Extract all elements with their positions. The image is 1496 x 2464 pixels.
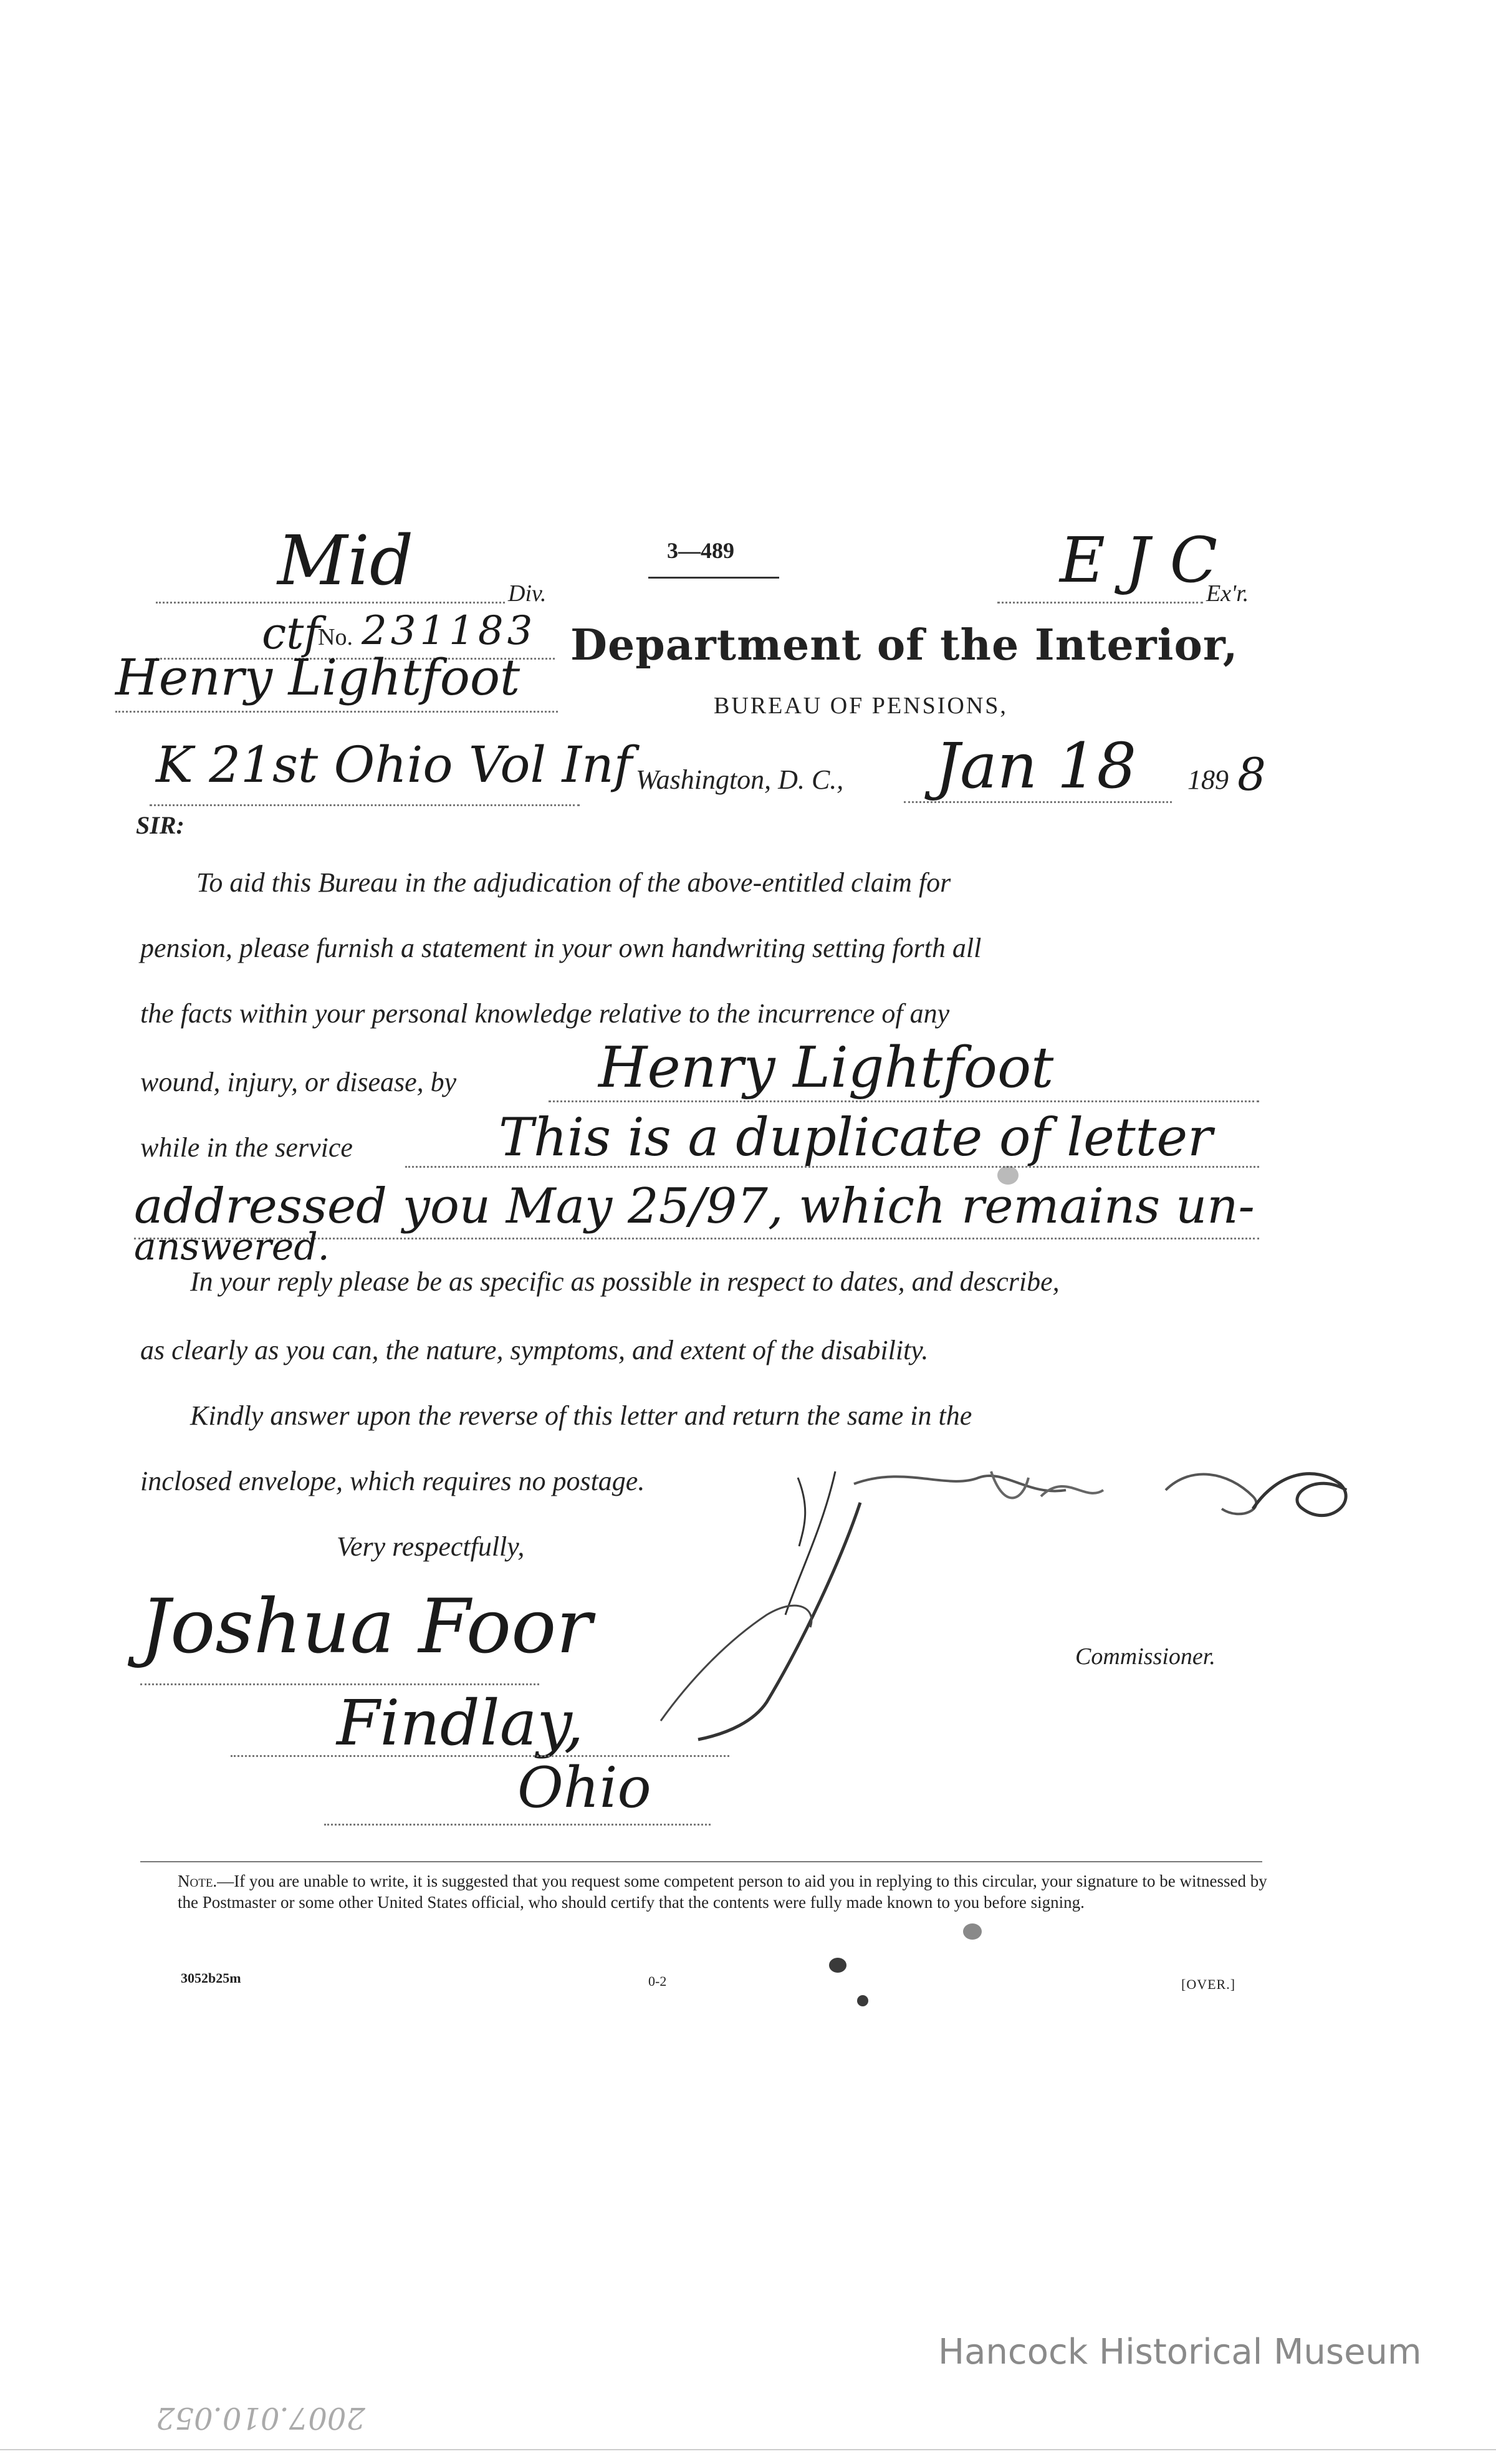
note-label: Note. xyxy=(178,1872,218,1890)
museum-watermark: Hancock Historical Museum xyxy=(938,2332,1422,2372)
bureau-subtitle: BUREAU OF PENSIONS, xyxy=(714,693,1008,719)
addressee-state: Ohio xyxy=(517,1755,651,1821)
body-p1-line3: the facts within your personal knowledge relative to the incurrence of any xyxy=(140,998,950,1029)
addressee-city-dots xyxy=(231,1755,729,1757)
note-text: —If you are unable to write, it is suggested that you request some competent person to aid you in replying to this circular, your signature to be witnessed by the Postmaster or some other United States official, who should certify that the contents were fully made known to you before signing. xyxy=(178,1872,1267,1912)
ink-stain xyxy=(997,1166,1019,1185)
ink-stain xyxy=(857,1995,868,2006)
ink-stain xyxy=(963,1923,982,1940)
body-p3-line2: inclosed envelope, which requires no postage. xyxy=(140,1466,645,1496)
body-p2-line1: In your reply please be as specific as possible in respect to dates, and describe, xyxy=(190,1266,1060,1297)
salutation: SIR: xyxy=(136,811,185,839)
body-p1-line1: To aid this Bureau in the adjudication of the above-entitled claim for xyxy=(196,867,951,898)
date-value: Jan 18 xyxy=(935,729,1137,802)
claimant-name: Henry Lightfoot xyxy=(115,648,520,706)
handwritten-note-line2: addressed you May 25/97, which remains un- xyxy=(134,1178,1255,1234)
claimant-dots xyxy=(115,711,558,713)
very-respectfully: Very respectfully, xyxy=(337,1531,525,1562)
accession-number: 2007.010.052 xyxy=(156,2400,365,2435)
body-p3-line1: Kindly answer upon the reverse of this letter and return the same in the xyxy=(190,1400,972,1431)
year-prefix: 189 xyxy=(1187,764,1229,795)
form-number: 3—489 xyxy=(667,538,734,563)
document-title: Department of the Interior, xyxy=(570,620,1239,670)
claimant-unit-dots xyxy=(150,804,580,806)
examiner-label: Ex'r. xyxy=(1206,580,1249,607)
addressee-city: Findlay, xyxy=(337,1687,584,1759)
page-bottom-edge xyxy=(0,2449,1496,2450)
division-value: Mid xyxy=(277,521,414,600)
footer-rule xyxy=(140,1861,1262,1862)
body-p2-line2: as clearly as you can, the nature, symptoms, and extent of the disability. xyxy=(140,1335,929,1365)
injured-person-dots xyxy=(549,1100,1259,1102)
footer-code-center: 0-2 xyxy=(648,1973,667,1989)
handwritten-note-line1: This is a duplicate of letter xyxy=(499,1107,1213,1168)
claim-prefix: ctf xyxy=(262,608,320,659)
footer-over: [OVER.] xyxy=(1181,1976,1236,1992)
claimant-unit: K 21st Ohio Vol Inf xyxy=(156,736,633,794)
commissioner-label: Commissioner. xyxy=(1075,1643,1216,1670)
handwritten-note-line3: answered. xyxy=(134,1225,330,1269)
addressee-name-dots xyxy=(140,1683,539,1685)
body-p1-line4-label: wound, injury, or disease, by xyxy=(140,1067,457,1097)
ink-stain xyxy=(829,1958,846,1973)
commissioner-signature xyxy=(654,1453,1371,1764)
injured-person-name: Henry Lightfoot xyxy=(598,1035,1054,1100)
claim-no-label: No. xyxy=(318,624,353,650)
body-p1-line2: pension, please furnish a statement in your own handwriting setting forth all xyxy=(140,933,982,963)
examiner-dots xyxy=(997,602,1203,604)
place-label: Washington, D. C., xyxy=(636,764,844,795)
date-dots xyxy=(904,801,1172,803)
division-label: Div. xyxy=(508,580,547,607)
form-number-rule xyxy=(648,577,779,579)
division-dots xyxy=(156,602,505,604)
footer-code-left: 3052b25m xyxy=(181,1970,241,1986)
body-p1-line5-label: while in the service xyxy=(140,1132,353,1163)
examiner-value: E J C xyxy=(1060,524,1218,597)
claim-no-value: 231183 xyxy=(362,608,537,654)
year-suffix: 8 xyxy=(1237,748,1266,801)
addressee-state-dots xyxy=(324,1824,711,1826)
addressee-name: Joshua Foor xyxy=(140,1584,592,1670)
service-dots xyxy=(405,1166,1259,1168)
footer-note xyxy=(178,1870,1275,1913)
